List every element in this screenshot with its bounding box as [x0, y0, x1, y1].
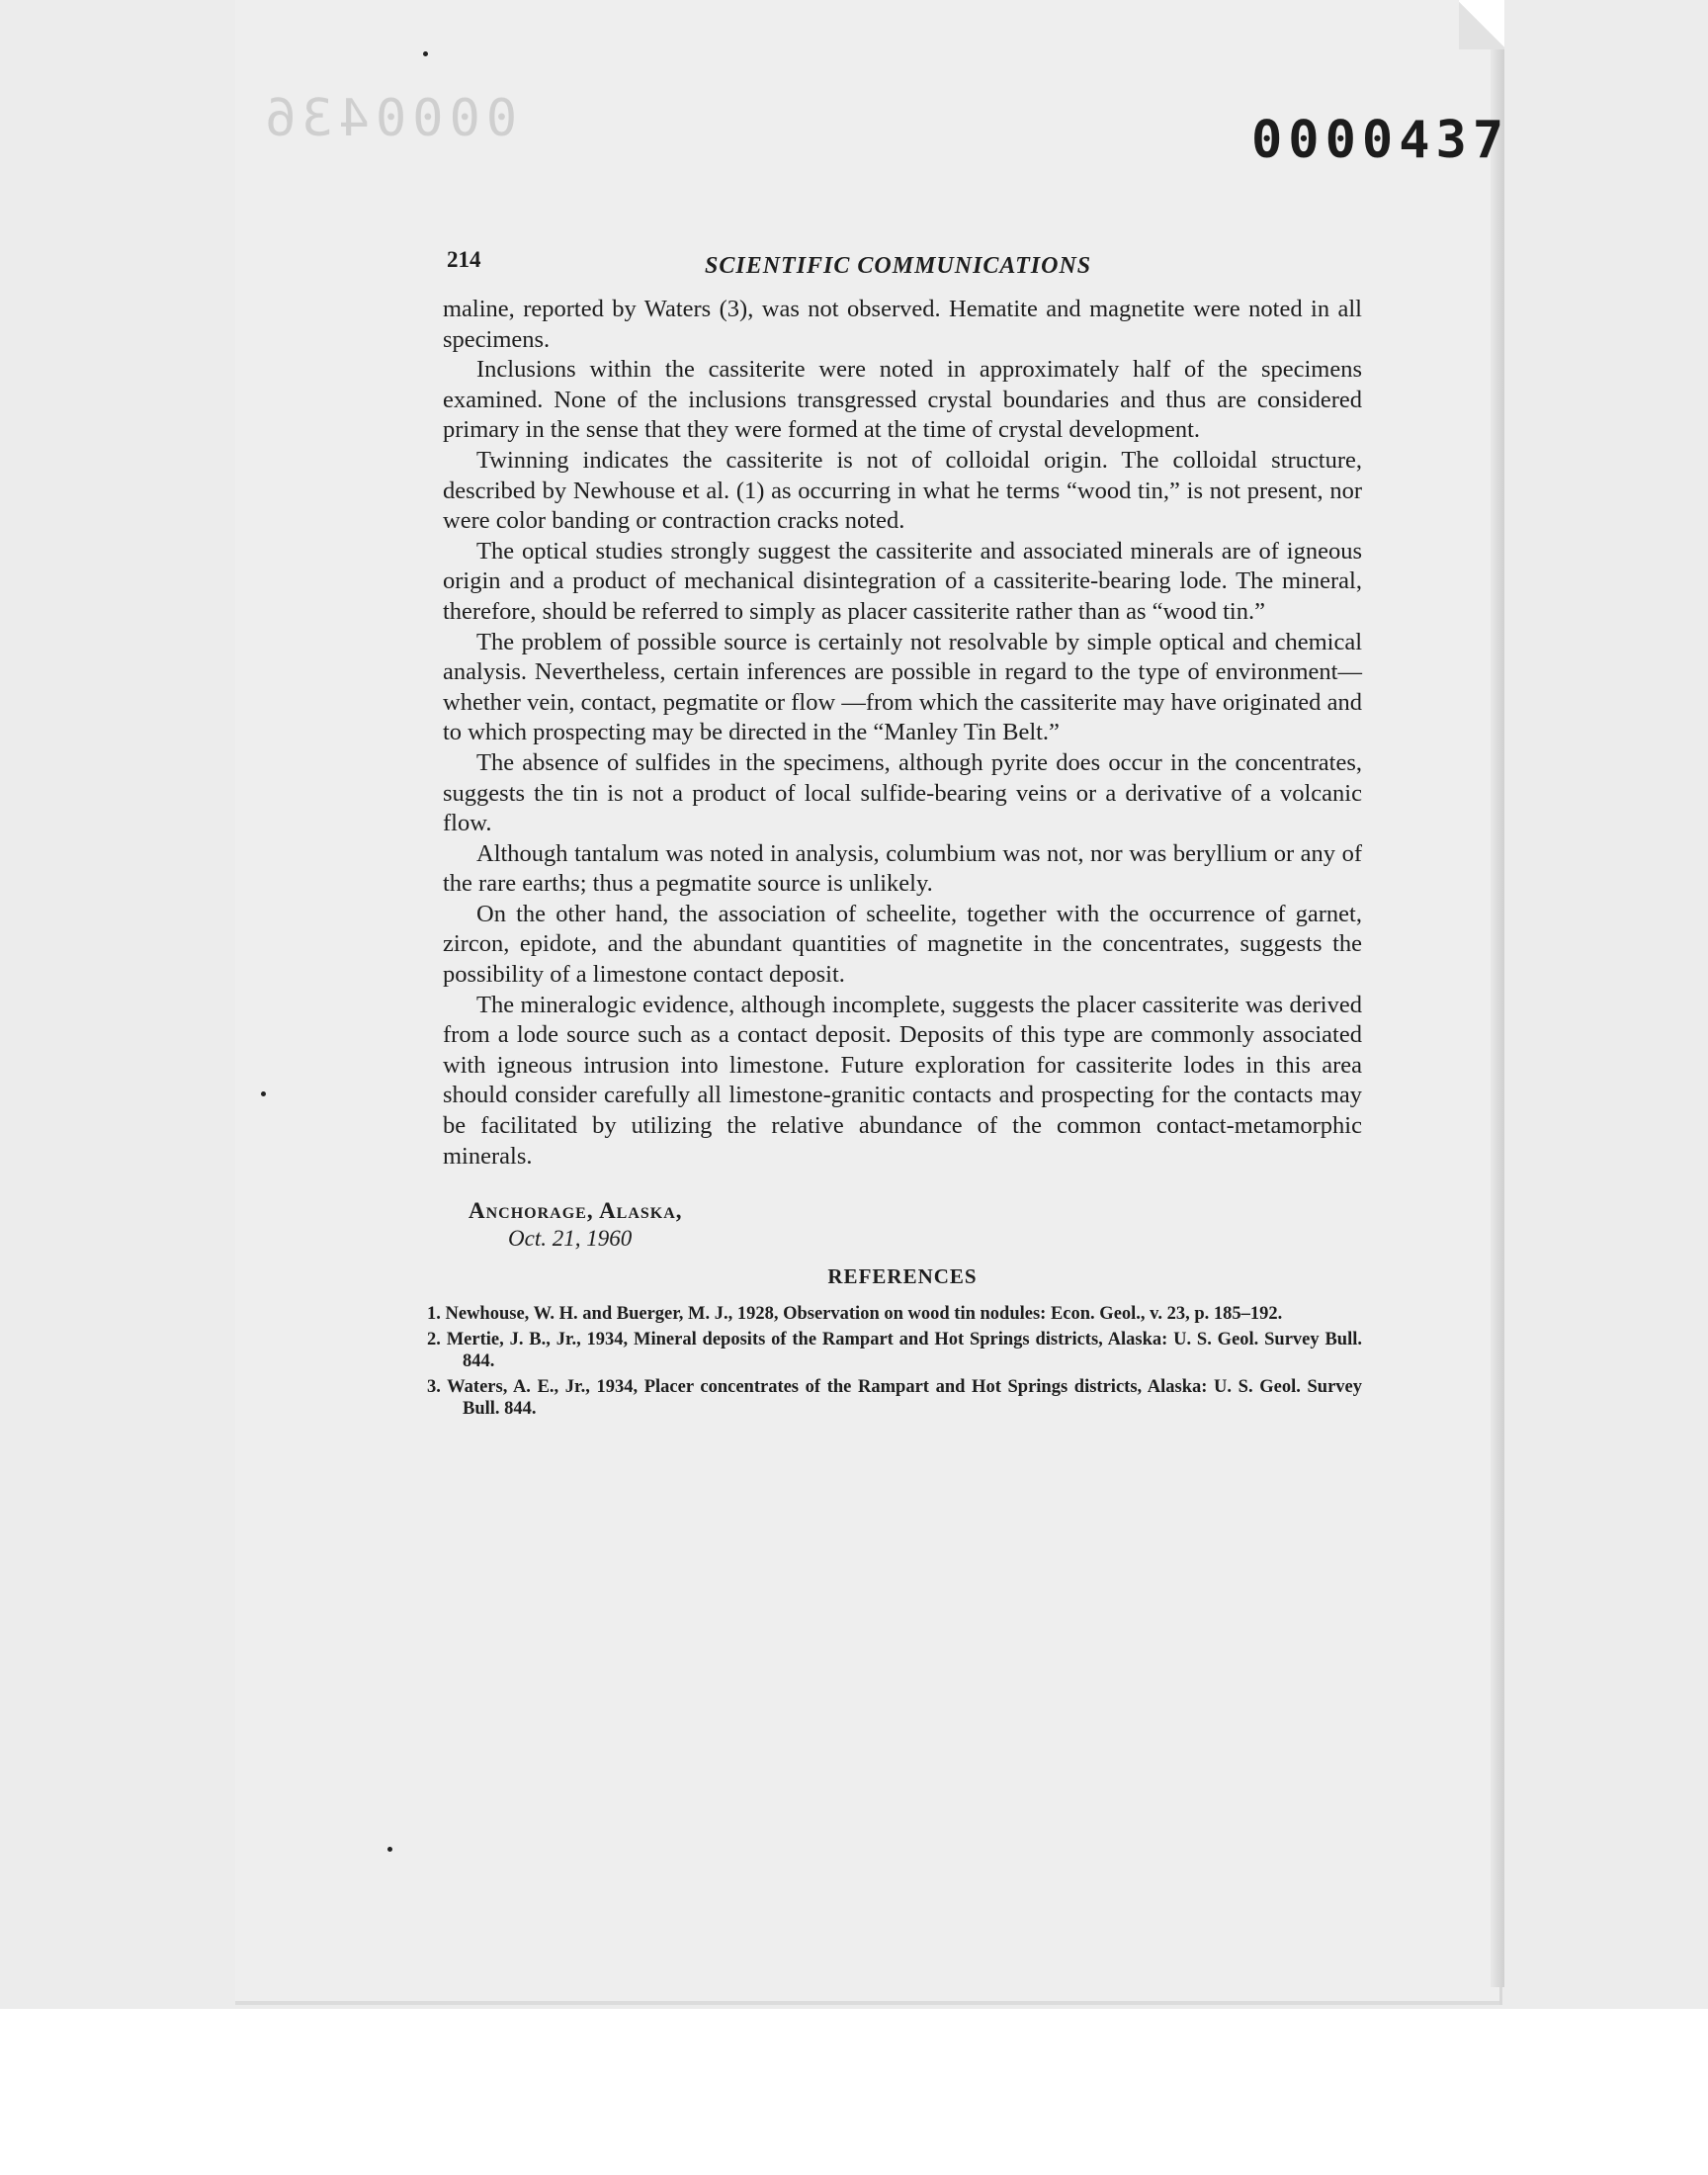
paragraph: On the other hand, the association of scheelite, together with the occurrence of garnet, zircon, epidote, and the abundant quantities of magnetite in the concentrates, suggests the possibility of a limestone contact deposit. — [443, 900, 1362, 989]
page-number: 214 — [447, 247, 481, 272]
paragraph: Twinning indicates the cassiterite is not of colloidal origin. The colloidal structure, described by Newhouse et al. (1) as occurring in what he terms “wood tin,” is not present, nor were color banding or contraction cracks noted. — [443, 446, 1362, 535]
scan-speck — [387, 1847, 392, 1852]
running-head: SCIENTIFIC COMMUNICATIONS — [705, 253, 1092, 279]
reference-item: 3. Waters, A. E., Jr., 1934, Placer concentrates of the Rampart and Hot Springs districts, Alaska: U. S. Geol. Survey Bull. 844. — [427, 1377, 1362, 1420]
signoff-place: Anchorage, Alaska, — [469, 1198, 683, 1224]
scan-speck — [261, 1091, 266, 1096]
paragraph: Although tantalum was noted in analysis, columbium was not, nor was beryllium or any of the rare earths; thus a pegmatite source is unlikely. — [443, 839, 1362, 898]
paragraph: maline, reported by Waters (3), was not observed. Hematite and magnetite were noted in all specimens. — [443, 296, 1362, 353]
paragraph: The problem of possible source is certainly not resolvable by simple optical and chemical analysis. Nevertheless, certain inferences are possible in regard to the type of environment—whether vein, contact, pegmatite or flow —from which the cassiterite may have originated and to which prospecting may be directed in the “Manley Tin Belt.” — [443, 628, 1362, 746]
reference-item: 1. Newhouse, W. H. and Buerger, M. J., 1928, Observation on wood tin nodules: Econ. Geol., v. 23, p. 185–192. — [427, 1304, 1283, 1325]
article-body — [443, 295, 1362, 1172]
folded-corner — [1459, 0, 1504, 49]
document-stamp-number: 0000437 — [1251, 111, 1510, 170]
sheet-edge-shadow — [1491, 20, 1504, 1987]
references-list — [427, 1303, 1362, 1420]
signoff-date: Oct. 21, 1960 — [508, 1226, 633, 1252]
scan-speck — [423, 51, 428, 56]
page-header — [443, 247, 1362, 295]
page-content — [427, 247, 1362, 1424]
references-heading: REFERENCES — [827, 1264, 978, 1289]
ghost-stamp-number: 0000436 — [259, 89, 518, 148]
paragraph: Inclusions within the cassiterite were noted in approximately half of the specimens examined. None of the inclusions transgressed crystal boundaries and thus are considered primary in the sense that they were formed at the time of crystal development. — [443, 356, 1362, 444]
paragraph: The absence of sulfides in the specimens, although pyrite does occur in the concentrates, suggests the tin is not a product of local sulfide-bearing veins or a derivative of a volcanic flow. — [443, 748, 1362, 837]
paragraph: The mineralogic evidence, although incomplete, suggests the placer cassiterite was derived from a lode source such as a contact deposit. Deposits of this type are commonly associated with igneous intrusion into limestone. Future exploration for cassiterite lodes in this area should consider carefully all limestone-granitic contacts and prospecting for the contacts may be facilitated by utilizing the relative abundance of the common contact-metamorphic minerals. — [443, 991, 1362, 1170]
paragraph: The optical studies strongly suggest the cassiterite and associated minerals are of igneous origin and a product of mechanical disintegration of a cassiterite-bearing lode. The mineral, therefore, should be referred to simply as placer cassiterite rather than as “wood tin.” — [443, 537, 1362, 625]
reference-item: 2. Mertie, J. B., Jr., 1934, Mineral deposits of the Rampart and Hot Springs districts, Alaska: U. S. Geol. Survey Bull. 844. — [427, 1330, 1362, 1372]
